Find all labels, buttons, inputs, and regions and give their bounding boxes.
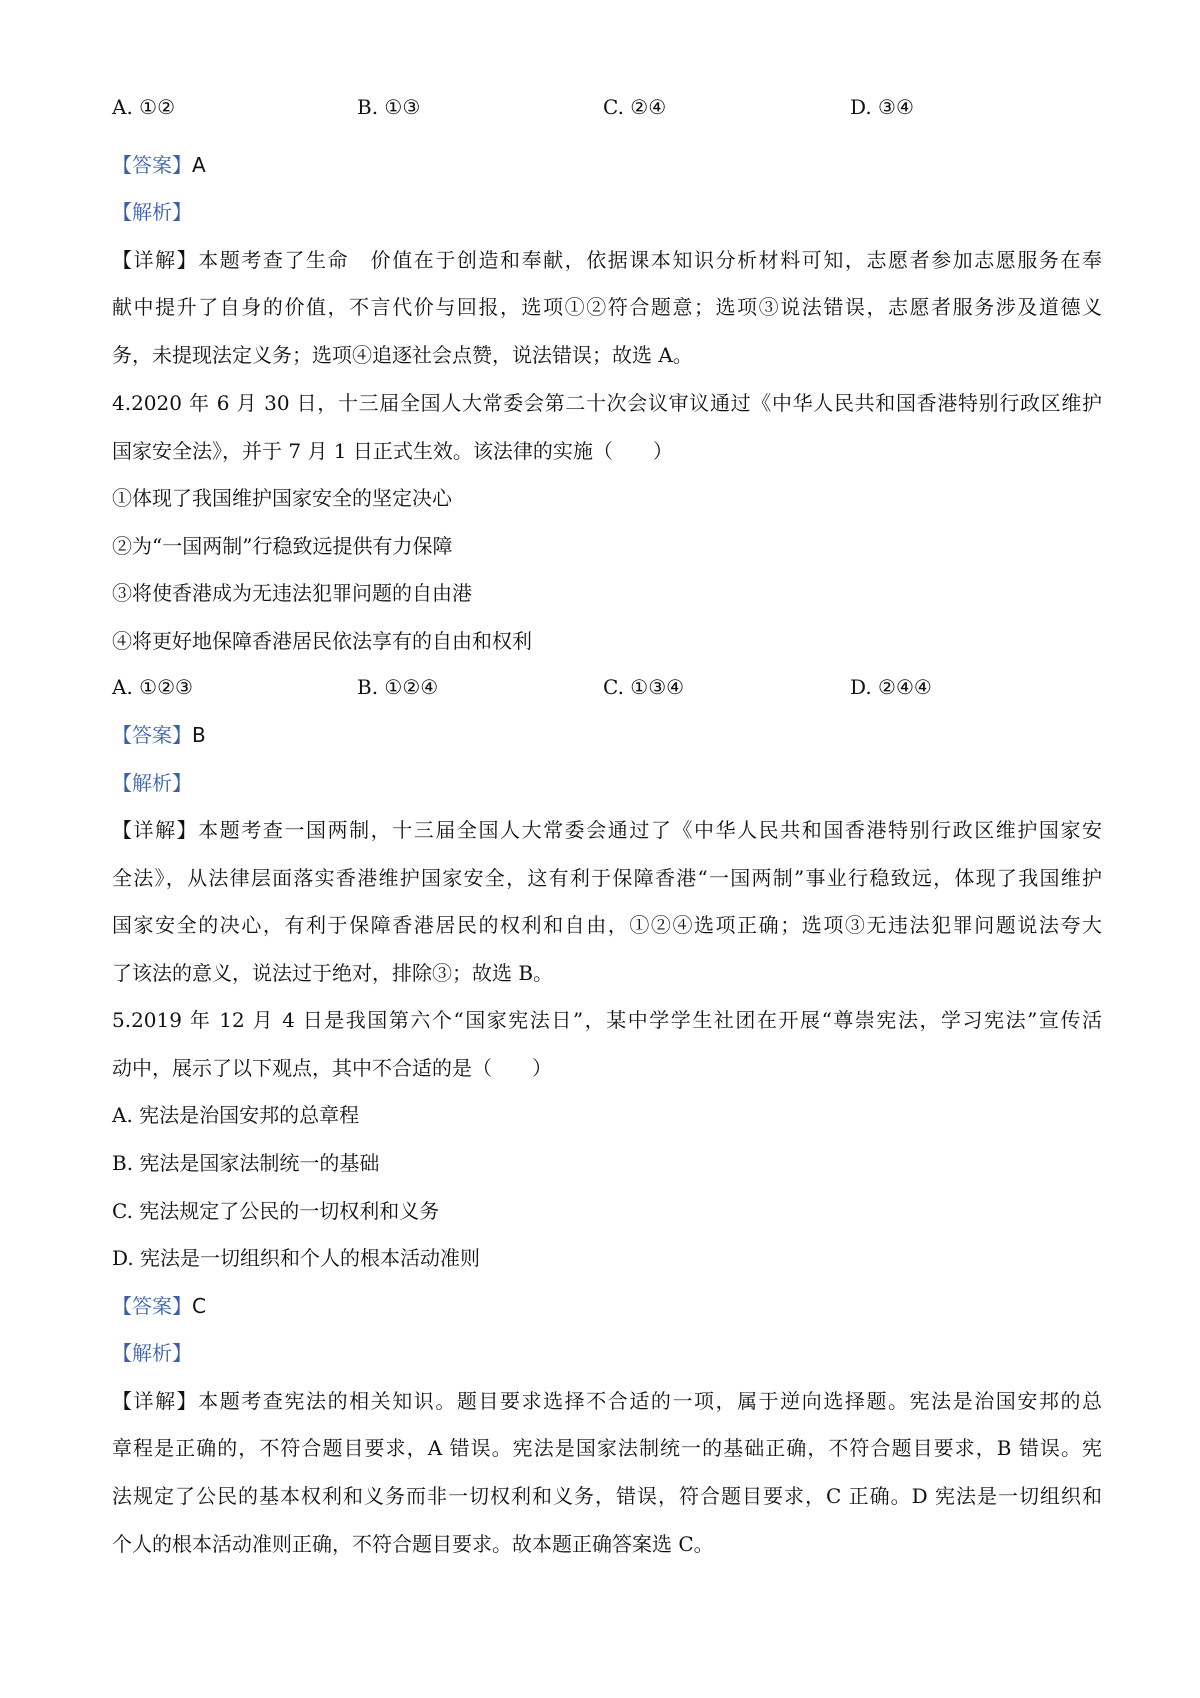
q4-detail-line-3: 国家安全的决心，有利于保障香港居民的权利和自由，①②④选项正确；选项③无违法犯罪问题说法夸大 [112,913,1102,937]
q4-statement-4: ④将更好地保障香港居民依法享有的自由和权利 [112,629,532,653]
q5-stem-line-1: 5.2019 年 12 月 4 日是我国第六个“国家宪法日”，某中学学生社团在开展“尊崇宪法，学习宪法”宣传活 [112,1008,1102,1032]
q3-analysis-label [112,198,1102,226]
q3-option-b: B. ①③ [357,95,421,119]
q5-option-b: B. 宪法是国家法制统一的基础 [112,1151,380,1175]
q4-detail-label: 【详解】 [112,818,199,842]
q3-option-a: A. ①② [112,95,176,119]
q5-option-d: D. 宪法是一切组织和个人的根本活动准则 [112,1246,481,1270]
q3-detail-line-2: 献中提升了自身的价值，不言代价与回报，选项①②符合题意；选项③说法错误，志愿者服务涉及道德义 [112,295,1102,319]
q5-detail-line-3: 法规定了公民的基本权利和义务而非一切权利和义务，错误，符合题目要求，C 正确。D 宪法是一切组织和 [112,1484,1102,1508]
q4-stem-line-1: 4.2020 年 6 月 30 日，十三届全国人大常委会第二十次会议审议通过《中华人民共和国香港特别行政区维护 [112,391,1102,415]
q5-answer-label: 【答案】 [112,1294,192,1318]
q4-analysis-text: 【解析】 [112,771,192,795]
q4-option-c: C. ①③④ [603,675,685,699]
q5-detail-line-4: 个人的根本活动准则正确，不符合题目要求。故本题正确答案选 C。 [112,1532,714,1556]
q4-answer [112,721,1102,749]
q4-statement-3: ③将使香港成为无违法犯罪问题的自由港 [112,581,472,605]
q4-answer-label: 【答案】 [112,723,192,747]
q4-detail-line-2: 全法》，从法律层面落实香港维护国家安全，这有利于保障香港“一国两制”事业行稳致远，体现了我国维护 [112,866,1102,890]
q4-answer-value: B [192,723,206,747]
q4-detail-line-1 [112,816,1102,844]
q5-detail-label: 【详解】 [112,1389,199,1413]
q3-detail-text-1: 本题考查了生命 价值在于创造和奉献，依据课本知识分析材料可知，志愿者参加志愿服务在奉 [198,248,1103,272]
q4-statement-1: ①体现了我国维护国家安全的坚定决心 [112,486,452,510]
q4-option-a: A. ①②③ [112,675,193,699]
q5-stem-line-2: 动中，展示了以下观点，其中不合适的是（ ） [112,1056,552,1080]
q3-option-c: C. ②④ [603,95,667,119]
q5-analysis-text: 【解析】 [112,1341,192,1365]
q5-answer-value: C [192,1294,206,1318]
q3-detail-line-3: 务，未提现法定义务；选项④追逐社会点赞，说法错误；故选 A。 [112,343,693,367]
q5-detail-line-1 [112,1387,1102,1415]
q3-answer-value: A [192,153,206,177]
q3-answer [112,151,1102,179]
q5-option-c: C. 宪法规定了公民的一切权利和义务 [112,1199,440,1223]
q3-detail-line-1 [112,246,1102,274]
q4-detail-text-1: 本题考查一国两制，十三届全国人大常委会通过了《中华人民共和国香港特别行政区维护国家安 [198,818,1103,842]
q3-answer-label: 【答案】 [112,153,192,177]
q4-option-d: D. ②④④ [850,675,932,699]
q5-option-a: A. 宪法是治国安邦的总章程 [112,1103,360,1127]
q5-detail-line-2: 章程是正确的，不符合题目要求，A 错误。宪法是国家法制统一的基础正确，不符合题目要求，B 错误。宪 [112,1436,1102,1460]
q3-option-d: D. ③④ [850,95,914,119]
q3-detail-label: 【详解】 [112,248,199,272]
q5-detail-text-1: 本题考查宪法的相关知识。题目要求选择不合适的一项，属于逆向选择题。宪法是治国安邦的总 [198,1389,1103,1413]
q4-analysis-label [112,769,1102,797]
q4-stem-line-2: 国家安全法》，并于 7 月 1 日正式生效。该法律的实施（ ） [112,439,673,463]
q4-option-b: B. ①②④ [357,675,439,699]
q5-answer [112,1292,1102,1320]
q5-analysis-label [112,1339,1102,1367]
q4-detail-line-4: 了该法的意义，说法过于绝对，排除③；故选 B。 [112,961,554,985]
q4-statement-2: ②为“一国两制”行稳致远提供有力保障 [112,534,453,558]
q3-analysis-text: 【解析】 [112,200,192,224]
